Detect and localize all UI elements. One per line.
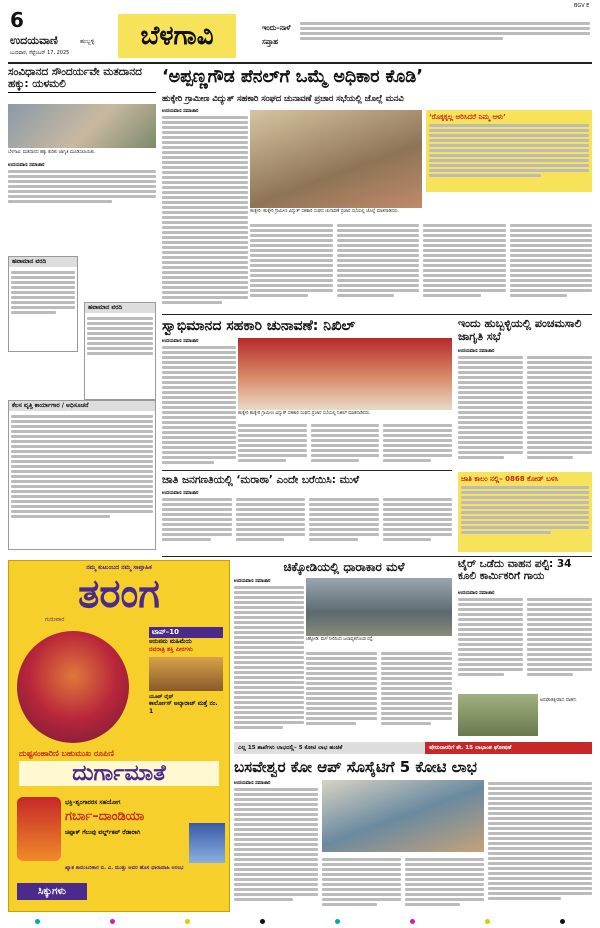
today-label: ಇಂದು–ನಾಳೆ bbox=[262, 24, 291, 32]
strip-left: ಎಲ್ಲ 15 ಶಾಖೆಗಳು ಲಾಭದಲ್ಲಿ– 5 ಕೋಟಿ ಲಾಭ ಹಂಚಿಕೆ bbox=[234, 742, 425, 754]
story2-byline: ಉದಯವಾಣಿ ಸಮಾಚಾರ bbox=[162, 339, 199, 344]
dancer-image bbox=[17, 797, 61, 861]
caste-code-box bbox=[458, 472, 592, 552]
story4-byline: ಉದಯವಾಣಿ ಸಮಾಚಾರ bbox=[162, 491, 199, 496]
edition: ಹುಬ್ಬಳ್ಳಿ bbox=[80, 38, 95, 45]
registration-marks bbox=[0, 916, 600, 926]
ad-item-navaratri: ನವರಾತ್ರಿ ಶಕ್ತಿ ಪೀಠಗಳು bbox=[149, 646, 193, 653]
lead-headline: ‘ಅಪ್ಪಣ್ಣಗೌಡ ಪೆನಲ್‌ಗೆ ಒಮ್ಮೆ ಅಧಿಕಾರ ಕೊಡಿ’ bbox=[162, 67, 423, 87]
lead-quote-title: ‘ರೊಕ್ಕಕ್ಕಲ್ಲ ಆರಿಸಿದರೆ ನಿಮ್ಮ ಆಳು’ bbox=[429, 113, 506, 121]
left-column bbox=[8, 66, 156, 554]
lead-photo bbox=[250, 110, 422, 208]
player-image bbox=[189, 823, 225, 863]
masthead-rule bbox=[8, 62, 592, 64]
corner-code: BGV E bbox=[574, 3, 590, 9]
ad-brand: ತರಂಗ bbox=[78, 571, 160, 617]
section-title: ಬೆಳಗಾವಿ bbox=[118, 14, 236, 58]
ad-feature4: ಗರ್ಬಾ–ದಾಂಡಿಯಾ bbox=[65, 809, 145, 824]
ad-tagline: ನಮ್ಮ ಕುಟುಂಬದ ನಮ್ಮ ಸಾಪ್ತಾಹಿಕ bbox=[86, 564, 152, 571]
taranga-ad bbox=[8, 560, 230, 912]
ad-feature5: ಚಿಪ್ಪಾಕ್ ಗೆಲುವು ವರ್ಲ್ಡ್‌ಕಪ್ ರೆಡಾರಾಗಿ bbox=[65, 829, 141, 836]
story5-headline: ಚಿಕ್ಕೋಡಿಯಲ್ಲಿ ಧಾರಾಕಾರ ಮಳೆ bbox=[283, 560, 405, 574]
paper-name: ಉದಯವಾಣಿ bbox=[10, 34, 58, 47]
story7-photo bbox=[322, 780, 484, 852]
story5-photo bbox=[306, 578, 452, 636]
notice-title: ಕೆಲಸ ವೃತ್ತಿ ಕಾರ್ಯಾಗಾರ / ಅಧಿಸೂಚನೆ bbox=[9, 401, 155, 411]
weather-box-2: ಹವಾಮಾನ ವರದಿ bbox=[85, 303, 155, 313]
story6-caption: ಅಪಘಾತಕ್ಕೀಡಾದ ವಾಹನ. bbox=[540, 698, 578, 703]
ad-feature2: ದುರ್ಗಾಮಾತೆ bbox=[19, 761, 219, 786]
story2-photo bbox=[238, 338, 452, 410]
voting-photo bbox=[8, 104, 156, 148]
story5-byline: ಉದಯವಾಣಿ ಸಮಾಚಾರ bbox=[234, 579, 271, 584]
story3-headline: ಇಂದು ಹುಬ್ಬಳ್ಳಿಯಲ್ಲಿ ಪಂಚಮಸಾಲಿ ಜಾಗೃತಿ ಸಭೆ bbox=[458, 317, 582, 343]
story5-caption: ಚಿಕ್ಕೋಡಿ: ಮಳೆ ನೀರಿನಿಂದ ಜಲಾವೃತಗೊಂಡ ರಸ್ತೆ. bbox=[306, 637, 374, 642]
lead-caption: ಹುಕ್ಕೇರಿ: ಹುಕ್ಕೇರಿ ಗ್ರಾಮೀಣ ವಿದ್ಯುತ್ ಸಹಕಾರಿ ಸಂಘದ ಚುನಾವಣೆ ಪ್ರಚಾರ ಸಭೆಯಲ್ಲಿ ಜೊಲ್ಲೆ ಮಾತನಾಡಿದರು. bbox=[250, 209, 400, 214]
strip-right: ಷೇರುದಾರರಿಗೆ ಶೇ. 15 ಲಾಭಾಂಶ ಘೋಷಣೆ bbox=[425, 742, 592, 754]
masthead bbox=[0, 0, 600, 62]
rule-mid bbox=[162, 470, 452, 471]
profit-strip bbox=[234, 742, 592, 754]
rule-ad-top bbox=[162, 556, 592, 557]
lead-quote-box bbox=[426, 110, 592, 192]
left-byline: ಉದಯವಾಣಿ ಸಮಾಚಾರ bbox=[8, 163, 45, 168]
story6-headline: ಟೈರ್ ಒಡೆದು ವಾಹನ ಪಲ್ಟಿ: 34 ಕೂಲಿ ಕಾರ್ಮಿಕರಿಗೆ ಗಾಯ bbox=[458, 558, 572, 583]
ad-item-youth: ಯೂಟ್ ಲೈಫ್ bbox=[149, 694, 174, 700]
caste-code-title: ಜಾತಿ ಕಾಲಂ ನಲ್ಲಿ– 0868 ಕೋಡ್ ಬಳಸಿ bbox=[461, 475, 559, 483]
ad-feature6: ಖ್ಯಾತ ಕಾದಂಬರಿಕಾರ ಬಿ. ವಿ. ಮುತ್ತು ಅವರ ಹೊಸ ಧಾರಾವಾಹಿ ಆರಂಭ bbox=[65, 865, 184, 871]
story6-photo bbox=[458, 694, 538, 736]
lead-subhead: ಹುಕ್ಕೇರಿ ಗ್ರಾಮೀಣ ವಿದ್ಯುತ್ ಸಹಕಾರಿ ಸಂಘದ ಚುನಾವಣೆ ಪ್ರಚಾರ ಸಭೆಯಲ್ಲಿ ಜೊಲ್ಲೆ ಮನವಿ bbox=[162, 93, 404, 103]
left-caption: ಬೆಳಗಾವಿ: ಮತದಾನದ ಹಕ್ಕು ಕುರಿತು ಜಾಗೃತಿ ಮೂಡಿಸಲಾಯಿತು. bbox=[8, 150, 96, 155]
issue-date: ಬುಧವಾರ, ಸೆಪ್ಟೆಂಬರ್ 17, 2025 bbox=[10, 50, 70, 56]
story7-headline: ಬಸವೇಶ್ವರ ಕೋ ಆಪ್ ಸೊಸೈಟಿಗೆ 5 ಕೋಟಿ ಲಾಭ bbox=[234, 758, 477, 776]
left-headline: ಸಂವಿಧಾನದ ಸೌಂದರ್ಯವೇ ಮತದಾನದ ಹಕ್ಕು: ಯಳಮಲಿ bbox=[8, 66, 156, 93]
ad-feature1: ದುಷ್ಟಸಂಹಾರಿಣಿ ಬಹುಮುಖ ರೂಪಿಣಿ bbox=[19, 749, 114, 758]
ad-item-alcaraz: ಕಾರ್ಲೋಸ್ ಅಲ್ಕಾರಾಜ್ ಮತ್ತೆ ನಂ. 1 bbox=[149, 700, 218, 715]
goddess-image bbox=[17, 631, 129, 743]
story2-caption: ಹುಕ್ಕೇರಿ ಹುಕ್ಕೇರಿ ಗ್ರಾಮೀಣ ವಿದ್ಯುತ್ ಸಹಕಾರಿ ಸಂಘದ ಪ್ರಚಾರ ಸಭೆಯಲ್ಲಿ ನಿಖಿಲ್ ಮಾತನಾಡಿದರು. bbox=[238, 411, 371, 416]
lead-byline: ಉದಯವಾಣಿ ಸಮಾಚಾರ bbox=[162, 109, 199, 114]
ad-item-mahime: ಅನುಪಮ ಮಹಿಮೆಯ bbox=[149, 638, 192, 645]
rule-lead bbox=[162, 314, 592, 315]
ad-item-top10: ಟಾಪ್‌–10 bbox=[149, 627, 223, 638]
ad-day: ಗುರುವಾರ bbox=[45, 616, 65, 623]
story4-headline: ಜಾತಿ ಜನಗಣತಿಯಲ್ಲಿ ‘ಮರಾಠಾ’ ಎಂದೇ ಬರೆಯಿಸಿ: ಮುಳೆ bbox=[162, 474, 360, 486]
weather-box-1: ಹವಾಮಾನ ವರದಿ bbox=[9, 257, 77, 267]
page-number: 6 bbox=[10, 8, 24, 32]
story7-byline: ಉದಯವಾಣಿ ಸಮಾಚಾರ bbox=[234, 781, 271, 786]
teaser-text bbox=[300, 20, 590, 42]
ad-footer: ಸಿಕ್ಕುಗಳು bbox=[17, 883, 87, 900]
temple-image bbox=[149, 657, 223, 691]
ad-feature3: ಭಕ್ತಿ–ಶೃಂಗಾರರಸ ಸಹಯೋಗ bbox=[65, 799, 121, 806]
story6-byline: ಉದಯವಾಣಿ ಸಮಾಚಾರ bbox=[458, 591, 495, 596]
weekly-label: ಸಪ್ತಾಹ bbox=[262, 38, 279, 46]
story2-headline: ಸ್ವಾಭಿಮಾನದ ಸಹಕಾರಿ ಚುನಾವಣೆ: ನಿಖಿಲ್ bbox=[162, 318, 356, 334]
story3-byline: ಉದಯವಾಣಿ ಸಮಾಚಾರ bbox=[458, 349, 495, 354]
